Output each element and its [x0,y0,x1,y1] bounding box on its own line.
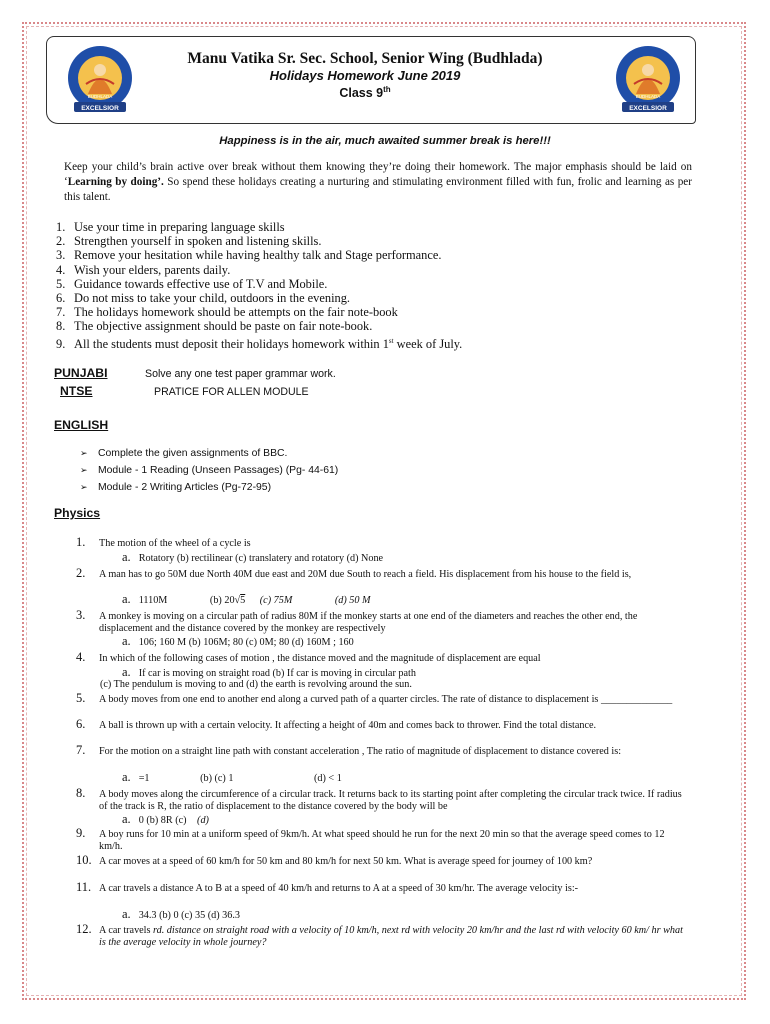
list-item: 9. All the students must deposit their holidays homework within 1st week of July. [56,336,463,351]
class-label: Class 9th [339,85,391,101]
logo-motto: EXCELSIOR [629,105,667,112]
rules-list [56,220,462,351]
question-11-options: a. 34.3 (b) 0 (c) 35 (d) 36.3 [122,907,240,921]
list-item: 1. Use your time in preparing language skills [56,220,285,234]
question-2-options: a. 1110M (b) 20√5 (c) 75M (d) 50 M [122,592,371,606]
english-tasks [80,445,338,496]
intro-paragraph: Keep your child’s brain active over break without them knowing they’re doing their homework. The major emphasis should be laid on ‘Learning by doing’. So spend these holidays creating a nurturing and stimulating environment filled with fun, frolic and learning as per this talent. [64,161,692,203]
list-item: 3. Remove your hesitation while having healthy talk and Stage performance. [56,248,442,263]
tagline: Happiness is in the air, much awaited summer break is here!!! [219,135,551,147]
list-item: 4. Wish your elders, parents daily. [56,262,231,277]
list-item: ➢ Complete the given assignments of BBC. [80,448,288,459]
list-item: 6. Do not miss to take your child, outdoors in the evening. [56,291,351,306]
question-1-options: a. Rotatory (b) rectilinear (c) translatery and rotatory (d) None [122,550,384,564]
logo-motto: EXCELSIOR [81,105,119,112]
question-4-options-ab: a. If car is moving on straight road (b) If car is moving in circular path [122,665,416,679]
logo-place: BUDHLADA [87,94,113,99]
logo-place: BUDHLADA [635,94,661,99]
list-item: 2. Strengthen yourself in spoken and listening skills. [56,234,322,249]
punjabi-task: Solve any one test paper grammar work. [145,368,336,380]
school-logo-right [612,44,684,116]
english-heading: ENGLISH [54,418,109,432]
list-item: 8. The objective assignment should be paste on fair note-book. [56,319,373,334]
question-7-options: a. =1 (b) (c) 1 (d) < 1 [122,770,342,784]
homework-title: Holidays Homework June 2019 [269,68,461,83]
list-item: ➢ Module - 1 Reading (Unseen Passages) (Pg- 44-61) [80,465,339,476]
ntse-task: PRATICE FOR ALLEN MODULE [154,386,309,398]
physics-heading: Physics [54,506,101,520]
question-3-options: a. 106; 160 M (b) 106M; 80 (c) 0M; 80 (d) 160M ; 160 [122,634,354,648]
school-name: Manu Vatika Sr. Sec. School, Senior Wing (Budhlada) [187,50,543,67]
list-item: ➢ Module - 2 Writing Articles (Pg-72-95) [80,482,272,493]
ntse-heading: NTSE [60,384,93,398]
question-4-options-cd: (c) The pendulum is moving to and (d) the earth is revolving around the sun. [100,679,412,690]
list-item: 7. The holidays homework should be attempts on the fair note-book [56,305,398,320]
list-item: 5. Guidance towards effective use of T.V and Mobile. [56,276,328,291]
question-8-options: a. 0 (b) 8R (c) (d) [122,812,209,826]
punjabi-heading: PUNJABI [54,366,108,380]
